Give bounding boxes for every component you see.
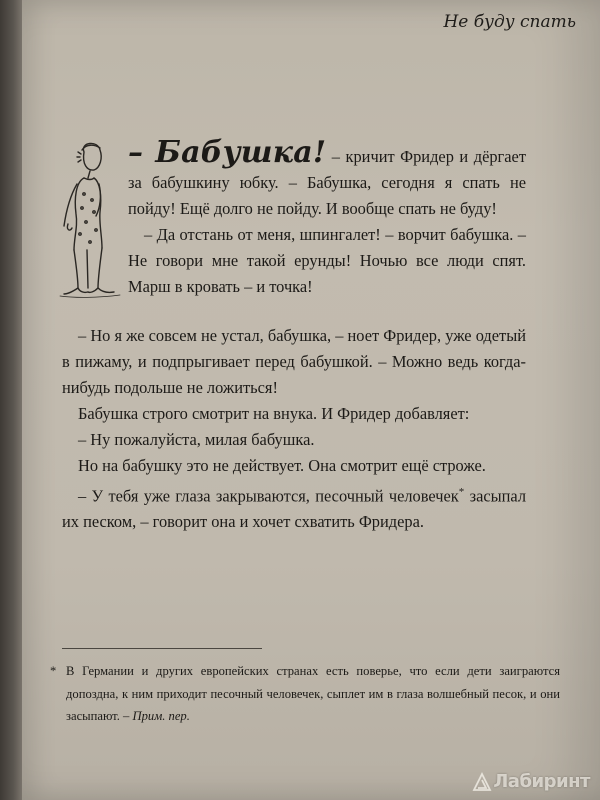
paragraph-5-text: – Ну пожалуйста, милая бабушка. — [78, 430, 315, 449]
paragraph-1-text: – кричит Фридер и дёргает за бабушкину юбку. – Бабушка, сегодня я спать не пойду! Ещё долго не пойду. И вообще спать не буду! — [128, 147, 526, 218]
boy-illustration — [54, 138, 124, 303]
paragraph-4-text: Бабушка строго смотрит на внука. И Фридер добавляет: — [78, 404, 470, 423]
watermark — [472, 771, 590, 792]
paragraph-opening — [128, 135, 526, 300]
paragraph-7a: – У тебя уже глаза закрываются, песочный человечек — [78, 486, 459, 506]
main-text-block — [62, 323, 526, 535]
paragraph-2-text: – Да отстань от меня, шпингалет! – ворчит бабушка. – Не говори мне такой ерунды! Ночью все люди спят. Марш в кровать – и точка! — [128, 225, 526, 296]
paragraph-3-text: – Но я же совсем не устал, бабушка, – ноет Фридер, уже одетый в пижаму, и подпрыгивает перед бабушкой. – Можно ведь когда-нибудь подольше не ложиться! — [62, 326, 526, 397]
labyrinth-logo-icon — [472, 772, 492, 792]
running-head: Не буду спать — [443, 12, 576, 32]
paragraph-6-text: Но на бабушку это не действует. Она смотрит ещё строже. — [78, 456, 486, 475]
footnote-translator-note: Прим. пер. — [132, 709, 190, 723]
book-gutter-shadow — [0, 0, 22, 800]
exclamation-heading: – Бабушка! — [128, 135, 327, 170]
paragraph-7b: засыпал их песком, – говорит она и хочет схватить Фридера. — [62, 486, 526, 532]
footnote — [50, 660, 560, 728]
paragraph-7-text — [62, 479, 526, 535]
footnote-rule — [62, 648, 262, 649]
footnote-mark: * — [50, 664, 57, 678]
watermark-text: Лабиринт — [493, 771, 590, 792]
footnote-text: В Германии и других европейских странах есть поверье, что если дети заиграются допоздна, к ним приходит песочный человечек, сыплет им в глаза волшебный песок, и они засыпают. – — [66, 664, 560, 723]
footnote-ref: * — [458, 486, 465, 498]
